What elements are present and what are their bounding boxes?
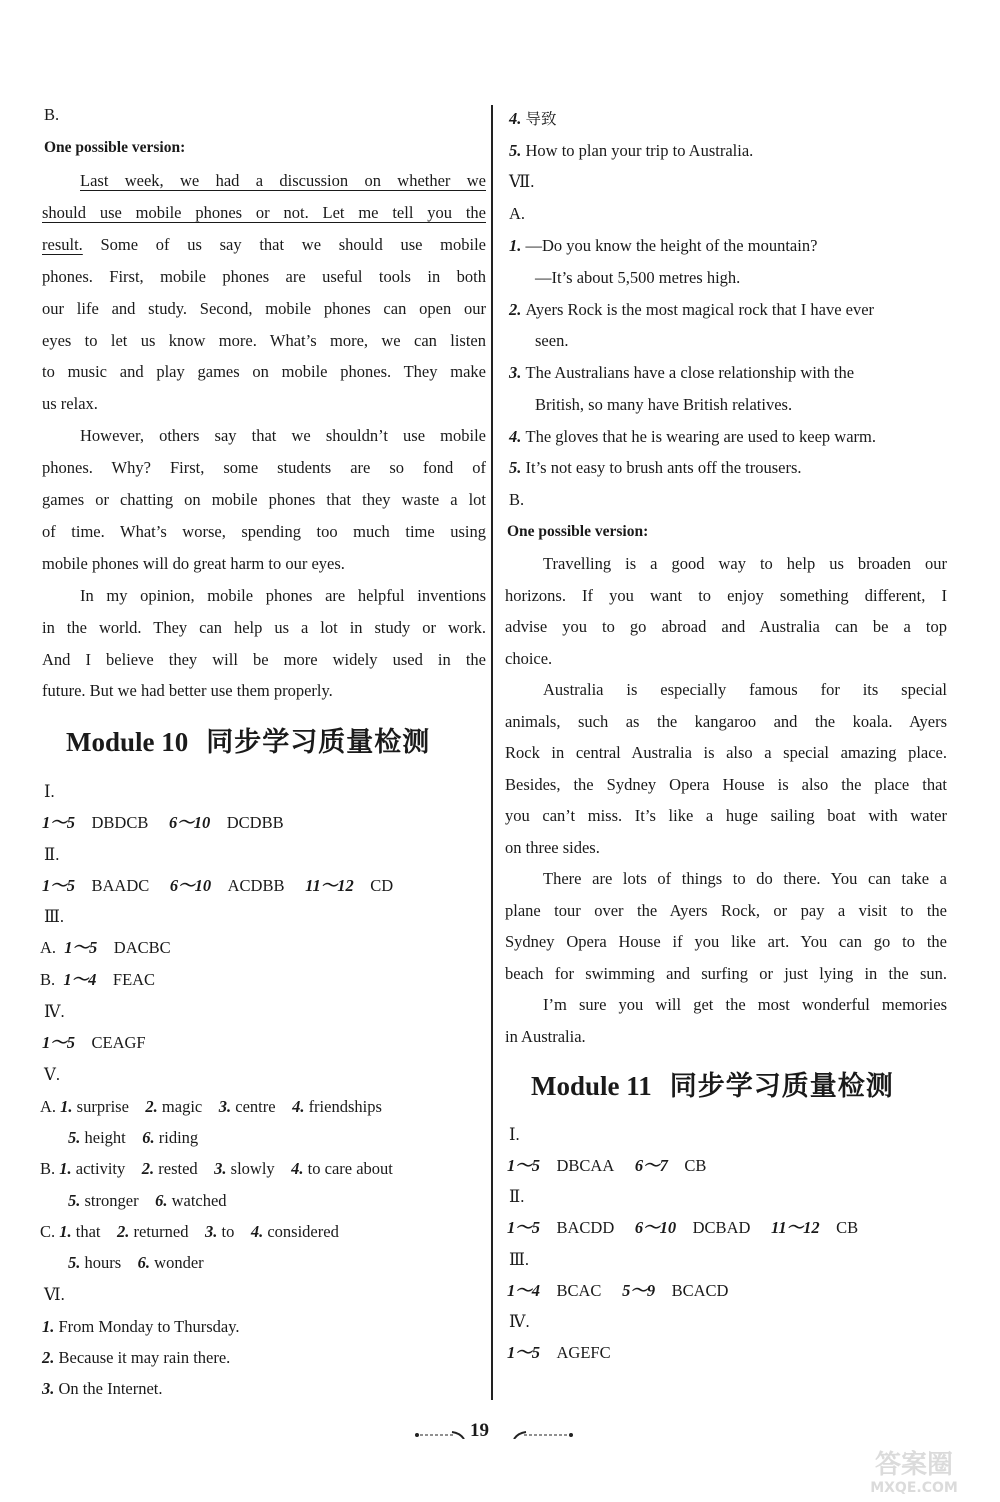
section-iv: Ⅳ.	[509, 1312, 530, 1331]
answer-row: seen.	[535, 331, 569, 350]
answer-row: 2. Because it may rain there.	[42, 1348, 231, 1367]
answer-row: 5. stronger 6. watched	[68, 1191, 227, 1210]
essay-text: games or chatting on mobile phones that they waste a lot	[42, 490, 486, 509]
answer-row: B. 1～4 FEAC	[40, 970, 156, 989]
answer-row: British, so many have British relatives.	[535, 395, 793, 414]
answer-row: 3. The Australians have a close relationship with the	[509, 363, 855, 382]
footer-ornament-right-icon	[512, 1431, 574, 1439]
essay-line	[42, 299, 486, 319]
essay-line	[42, 394, 486, 414]
essay-line	[80, 586, 486, 606]
module-10-heading: Module 10 同步学习质量检测	[66, 727, 431, 758]
answer-row: C. 1. that 2. returned 3. to 4. considered	[40, 1222, 339, 1241]
answer-row: 4. The gloves that he is wearing are used to keep warm.	[509, 427, 877, 446]
section-vi: Ⅵ.	[44, 1285, 65, 1304]
answer-row: 1～5 DBDCB 6～10 DCDBB	[42, 813, 284, 832]
essay-line	[80, 171, 486, 191]
essay-line	[42, 522, 486, 542]
essay-line: Rock in central Australia is also a special amazing place.	[505, 743, 947, 762]
version-label: One possible version:	[44, 139, 186, 156]
section-ii: Ⅱ.	[509, 1187, 525, 1206]
underlined-text: should use mobile phones or not. Let me tell you the	[42, 202, 486, 222]
essay-line: Besides, the Sydney Opera House is also the place that	[505, 774, 947, 794]
essay-text: eyes to let us know more. What’s more, we can listen	[42, 330, 486, 350]
part-a-label: A.	[509, 204, 526, 223]
essay-text: our life and study. Second, mobile phones can open our	[42, 298, 486, 318]
essay-text: However, others say that we shouldn’t use mobile	[80, 426, 486, 446]
answer-row: A. 1～5 DACBC	[40, 938, 171, 957]
section-v: Ⅴ.	[44, 1065, 61, 1084]
watermark-logo	[834, 1445, 994, 1495]
answer-row: 1～5 BACDD 6～10 DCBAD 11～12 CB	[507, 1218, 859, 1237]
essay-line	[42, 362, 486, 382]
section-iv: Ⅳ.	[44, 1002, 65, 1021]
essay-line: choice.	[505, 648, 553, 668]
essay-text: Some of us say that we should use mobile	[82, 234, 486, 254]
answer-row: 5. height 6. riding	[68, 1128, 199, 1147]
column-divider	[491, 105, 493, 1400]
essay-text: to music and play games on mobile phones. They make	[42, 362, 486, 382]
essay-text: in the world. They can help us a lot in study or work.	[42, 617, 486, 637]
answer-row: 1～4 BCAC 5～9 BCACD	[507, 1281, 729, 1300]
essay-line	[42, 235, 486, 255]
section-i: Ⅰ.	[44, 782, 55, 801]
essay-line: Travelling is a good way to help us broaden our	[543, 554, 947, 573]
version-label: One possible version:	[507, 523, 649, 540]
essay-line: I’m sure you will get the most wonderful memories	[543, 995, 947, 1014]
answer-row: 1～5 DBCAA 6～7 CB	[507, 1156, 707, 1175]
essay-text: phones. Why? First, some students are so fond of	[42, 458, 486, 478]
essay-line	[42, 203, 486, 223]
essay-text: mobile phones will do great harm to our eyes.	[42, 553, 345, 573]
svg-text:MXQE.COM: MXQE.COM	[870, 1480, 958, 1495]
essay-line	[42, 458, 486, 478]
footer-ornament-left-icon	[414, 1431, 466, 1439]
essay-line: Australia is especially famous for its special	[543, 680, 947, 699]
essay-line	[42, 490, 486, 510]
essay-line: animals, such as the kangaroo and the koala. Ayers	[505, 711, 947, 731]
essay-line: There are lots of things to do there. You can take a	[543, 869, 947, 888]
page-number: 19	[470, 1420, 489, 1441]
answer-row: 5. hours 6. wonder	[68, 1253, 204, 1272]
answer-row: 1～5 BAADC 6～10 ACDBB 11～12 CD	[42, 876, 394, 895]
section-b-label: B.	[44, 105, 60, 124]
essay-line: in Australia.	[505, 1026, 586, 1046]
essay-text: future. But we had better use them properly.	[42, 681, 333, 701]
essay-line	[42, 331, 486, 351]
underlined-text: result.	[42, 234, 83, 254]
essay-line	[42, 618, 486, 638]
essay-text: And I believe they will be more widely used in the	[42, 649, 486, 669]
answer-row: 1. From Monday to Thursday.	[42, 1317, 240, 1336]
answer-row: 3. On the Internet.	[42, 1379, 163, 1398]
section-i: Ⅰ.	[509, 1125, 520, 1144]
answer-row: 5. It’s not easy to brush ants off the trousers.	[509, 458, 802, 477]
answer-row: A. 1. surprise 2. magic 3. centre 4. friendships	[40, 1097, 382, 1116]
essay-text: of time. What’s worse, spending too much time using	[42, 521, 486, 541]
answer-row: —It’s about 5,500 metres high.	[535, 268, 741, 287]
essay-line: you can’t miss. It’s like a huge sailing boat with water	[505, 806, 947, 825]
answer-row: 4. 导致	[509, 109, 557, 128]
essay-line	[42, 554, 486, 574]
essay-line	[42, 650, 486, 670]
answer-row: 5. How to plan your trip to Australia.	[509, 141, 754, 160]
essay-line: on three sides.	[505, 837, 600, 857]
underlined-text: Last week, we had a discussion on whether we	[80, 171, 486, 190]
essay-line: plane tour over the Ayers Rock, or pay a visit to the	[505, 900, 947, 920]
answer-row: 1～5 AGEFC	[507, 1343, 611, 1362]
section-ii: Ⅱ.	[44, 845, 60, 864]
essay-text: In my opinion, mobile phones are helpful inventions	[80, 585, 486, 605]
answer-row: 1. —Do you know the height of the mountain?	[509, 236, 818, 255]
essay-line	[42, 267, 486, 287]
svg-text:答案圈: 答案圈	[874, 1450, 954, 1480]
section-iii: Ⅲ.	[44, 907, 65, 926]
essay-line: advise you to go abroad and Australia can be a top	[505, 617, 947, 636]
section-iii: Ⅲ.	[509, 1250, 530, 1269]
essay-line	[42, 681, 486, 701]
essay-text: phones. First, mobile phones are useful tools in both	[42, 266, 486, 286]
essay-line: horizons. If you want to enjoy something different, I	[505, 585, 947, 605]
essay-text: us relax.	[42, 394, 98, 414]
answer-row: 1～5 CEAGF	[42, 1033, 146, 1052]
answer-row: 2. Ayers Rock is the most magical rock that I have ever	[509, 300, 875, 319]
answer-row: B. 1. activity 2. rested 3. slowly 4. to care about	[40, 1159, 393, 1178]
section-vii: Ⅶ.	[509, 172, 535, 191]
part-b-label: B.	[509, 490, 525, 509]
module-11-heading: Module 11 同步学习质量检测	[531, 1071, 894, 1102]
essay-line: beach for swimming and surfing or just lying in the sun.	[505, 963, 947, 983]
essay-line: Sydney Opera House if you like art. You can go to the	[505, 932, 947, 951]
essay-line	[80, 426, 486, 446]
